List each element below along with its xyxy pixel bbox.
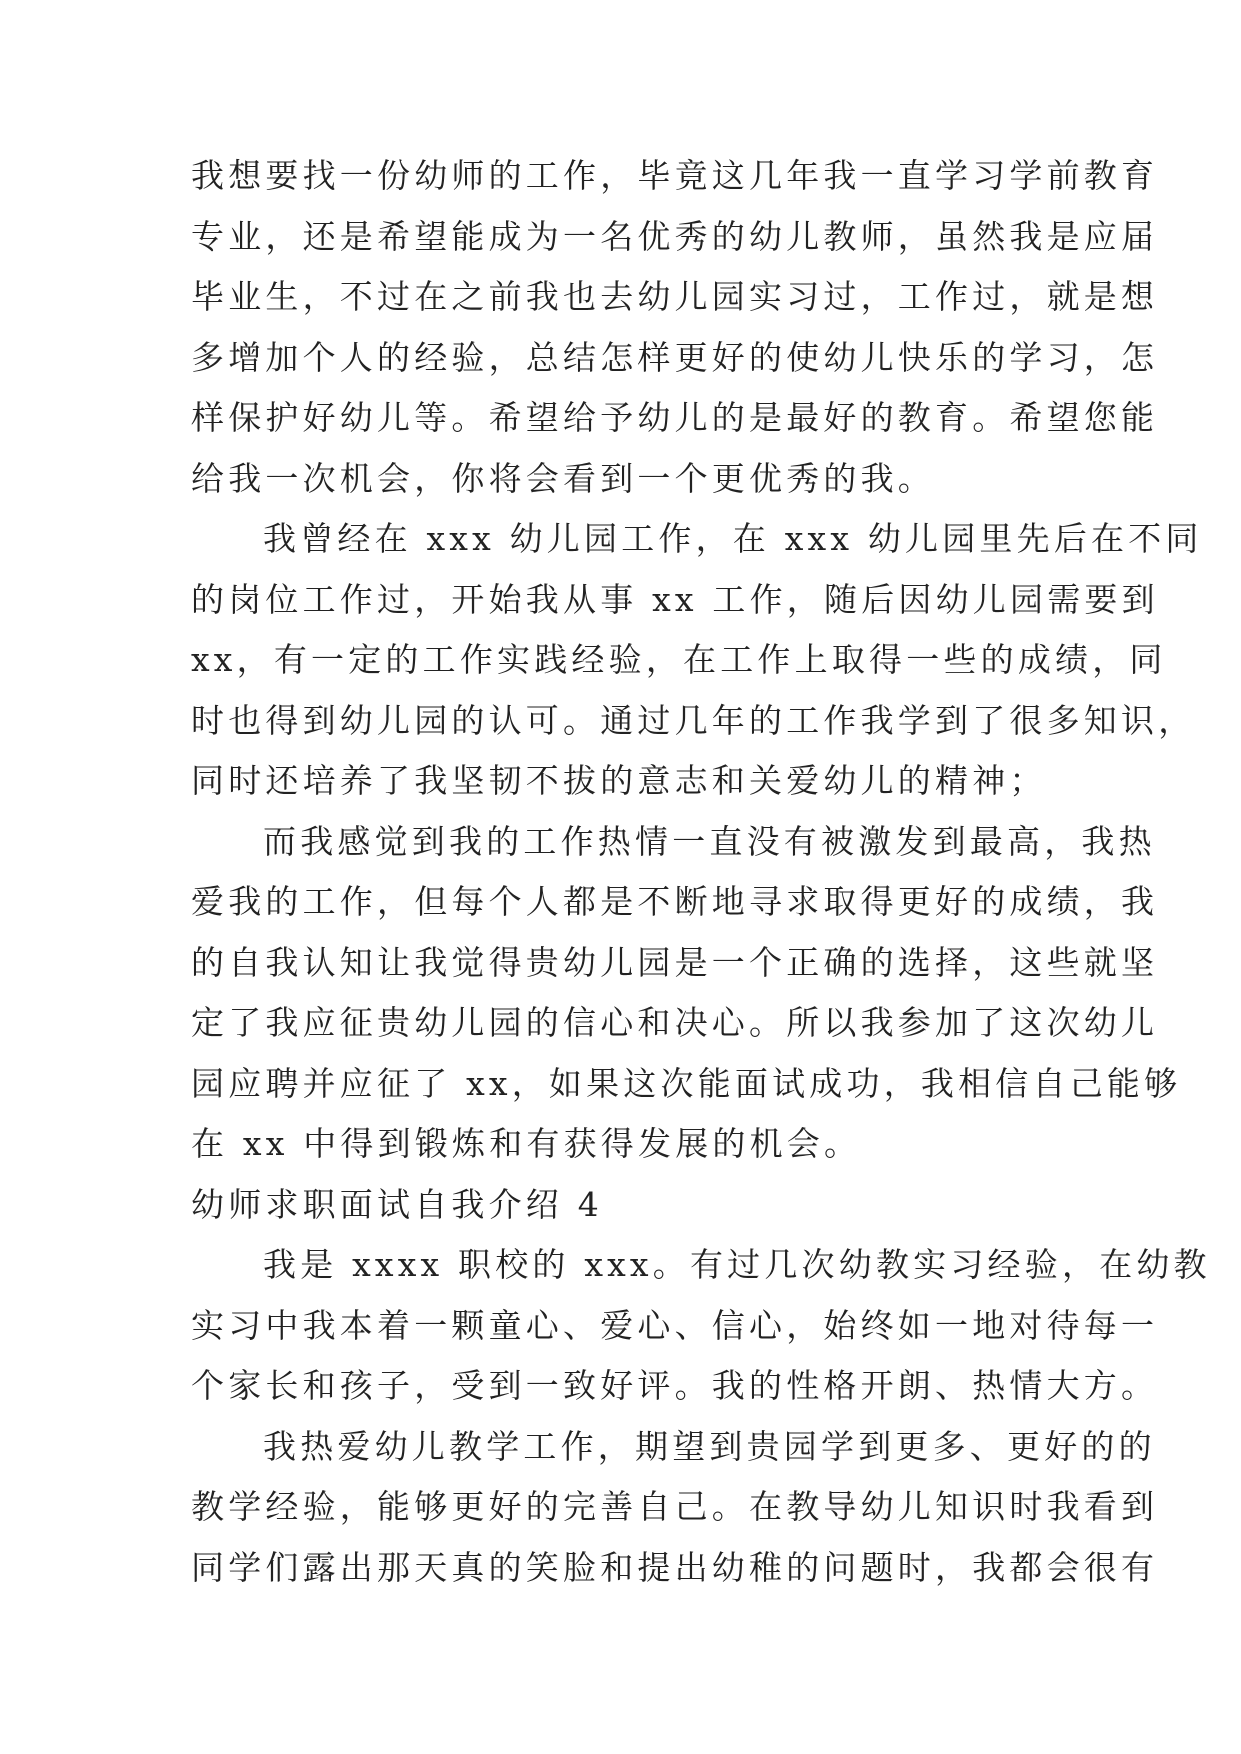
text-line: 园应聘并应征了 xx，如果这次能面试成功，我相信自己能够 [191,1063,1182,1103]
text-line: 在 xx 中得到锻炼和有获得发展的机会。 [191,1124,862,1163]
text-line: 毕业生，不过在之前我也去幼儿园实习过，工作过，就是想 [191,277,1159,316]
text-line: 同学们露出那天真的笑脸和提出幼稚的问题时，我都会很有 [191,1547,1159,1587]
text-line: 同时还培养了我坚韧不拔的意志和关爱幼儿的精神； [191,761,1047,800]
text-line: 专业，还是希望能成为一名优秀的幼儿教师，虽然我是应届 [191,216,1159,256]
paragraph-5 [191,1417,1159,1599]
text-line: 时也得到幼儿园的认可。通过几年的工作我学到了很多知识， [191,700,1196,740]
text-line: 定了我应征贵幼儿园的信心和决心。所以我参加了这次幼儿 [191,1003,1159,1042]
text-line: 我想要找一份幼师的工作，毕竟这几年我一直学习学前教育 [191,156,1159,195]
text-line: 个家长和孩子，受到一致好评。我的性格开朗、热情大方。 [191,1366,1159,1405]
text-line: 教学经验，能够更好的完善自己。在教导幼儿知识时我看到 [191,1487,1159,1526]
section-title: 幼师求职面试自我介绍 4 [191,1184,603,1224]
section-heading [191,1175,1071,1236]
paragraph-2 [191,509,1203,812]
text-line: 爱我的工作，但每个人都是不断地寻求取得更好的成绩，我 [191,882,1159,921]
text-line: 的岗位工作过，开始我从事 xx 工作，随后因幼儿园需要到 [191,579,1159,619]
paragraph-3 [191,812,1182,1175]
paragraph-1 [191,146,1159,509]
text-line: 我是 xxxx 职校的 xxx。有过几次幼教实习经验，在幼教 [263,1245,1211,1284]
text-line: 多增加个人的经验，总结怎样更好的使幼儿快乐的学习，怎 [191,337,1159,377]
text-line: 我曾经在 xxx 幼儿园工作，在 xxx 幼儿园里先后在不同 [263,519,1203,558]
text-line: 样保护好幼儿等。希望给予幼儿的是最好的教育。希望您能 [191,398,1159,437]
text-line: 我热爱幼儿教学工作，期望到贵园学到更多、更好的的 [263,1426,1156,1466]
text-line: 的自我认知让我觉得贵幼儿园是一个正确的选择，这些就坚 [191,942,1159,982]
text-line: 实习中我本着一颗童心、爱心、信心，始终如一地对待每一 [191,1305,1159,1345]
document-body [191,146,1211,1598]
text-line: xx，有一定的工作实践经验，在工作上取得一些的成绩，同 [191,640,1167,679]
text-line: 给我一次机会，你将会看到一个更优秀的我。 [191,458,935,498]
paragraph-4 [191,1235,1211,1417]
text-line: 而我感觉到我的工作热情一直没有被激发到最高，我热 [263,821,1156,861]
